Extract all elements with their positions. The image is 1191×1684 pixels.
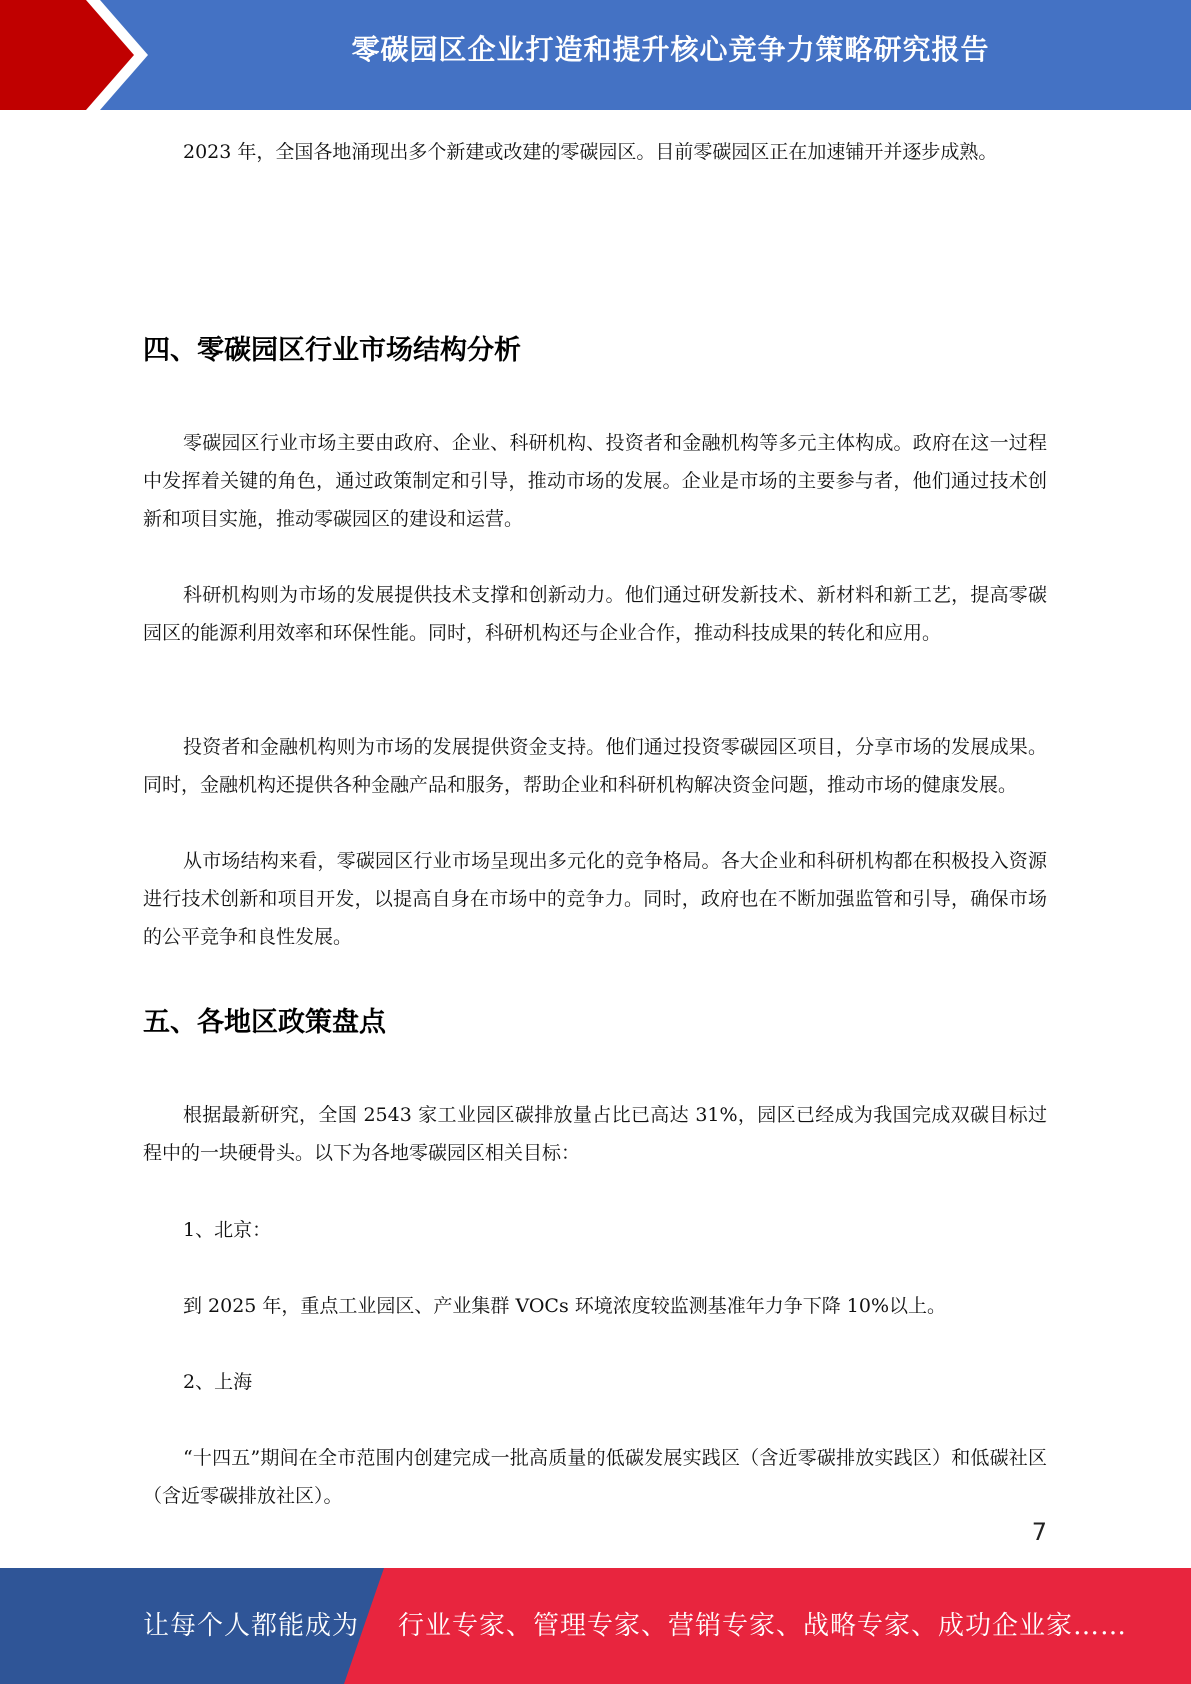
section-4-paragraph-4: 从市场结构来看，零碳园区行业市场呈现出多元化的竞争格局。各大企业和科研机构都在积极投入资源进行技术创新和项目开发，以提高自身在市场中的竞争力。同时，政府也在不断加强监管和引导，确保市场的公平竞争和良性发展。 [143, 850, 1047, 948]
section-5-heading: 五、各地区政策盘点 [143, 1007, 386, 1038]
header-arrow-icon [0, 0, 160, 110]
policy-item-label: 2、上海 [183, 1371, 253, 1393]
page-number: 7 [1031, 1518, 1047, 1546]
policy-item-text: “十四五”期间在全市范围内创建完成一批高质量的低碳发展实践区（含近零碳排放实践区）和低碳社区（含近零碳排放社区）。 [143, 1447, 1047, 1507]
section-4-paragraph-2: 科研机构则为市场的发展提供技术支撑和创新动力。他们通过研发新技术、新材料和新工艺，提高零碳园区的能源利用效率和环保性能。同时，科研机构还与企业合作，推动科技成果的转化和应用。 [143, 584, 1047, 644]
intro-paragraph: 2023 年，全国各地涌现出多个新建或改建的零碳园区。目前零碳园区正在加速铺开并逐步成熟。 [183, 141, 998, 163]
page-header [0, 0, 1191, 110]
footer-slogan-right: 行业专家、管理专家、营销专家、战略专家、成功企业家…… [398, 1611, 1128, 1641]
section-4-paragraph-1: 零碳园区行业市场主要由政府、企业、科研机构、投资者和金融机构等多元主体构成。政府在这一过程中发挥着关键的角色，通过政策制定和引导，推动市场的发展。企业是市场的主要参与者，他们通过技术创新和项目实施，推动零碳园区的建设和运营。 [143, 432, 1047, 530]
footer-slogan-left: 让每个人都能成为 [143, 1611, 360, 1641]
policy-item-text: 到 2025 年，重点工业园区、产业集群 VOCs 环境浓度较监测基准年力争下降 10%以上。 [183, 1295, 947, 1317]
section-5-intro: 根据最新研究，全国 2543 家工业园区碳排放量占比已高达 31%，园区已经成为我国完成双碳目标过程中的一块硬骨头。以下为各地零碳园区相关目标： [143, 1104, 1047, 1164]
section-4-paragraph-3: 投资者和金融机构则为市场的发展提供资金支持。他们通过投资零碳园区项目，分享市场的发展成果。同时，金融机构还提供各种金融产品和服务，帮助企业和科研机构解决资金问题，推动市场的健康发展。 [143, 736, 1047, 796]
policy-item-label: 1、北京： [183, 1219, 272, 1241]
section-4-heading: 四、零碳园区行业市场结构分析 [143, 335, 521, 366]
report-title: 零碳园区企业打造和提升核心竞争力策略研究报告 [351, 33, 990, 66]
page-footer [0, 1568, 1191, 1684]
